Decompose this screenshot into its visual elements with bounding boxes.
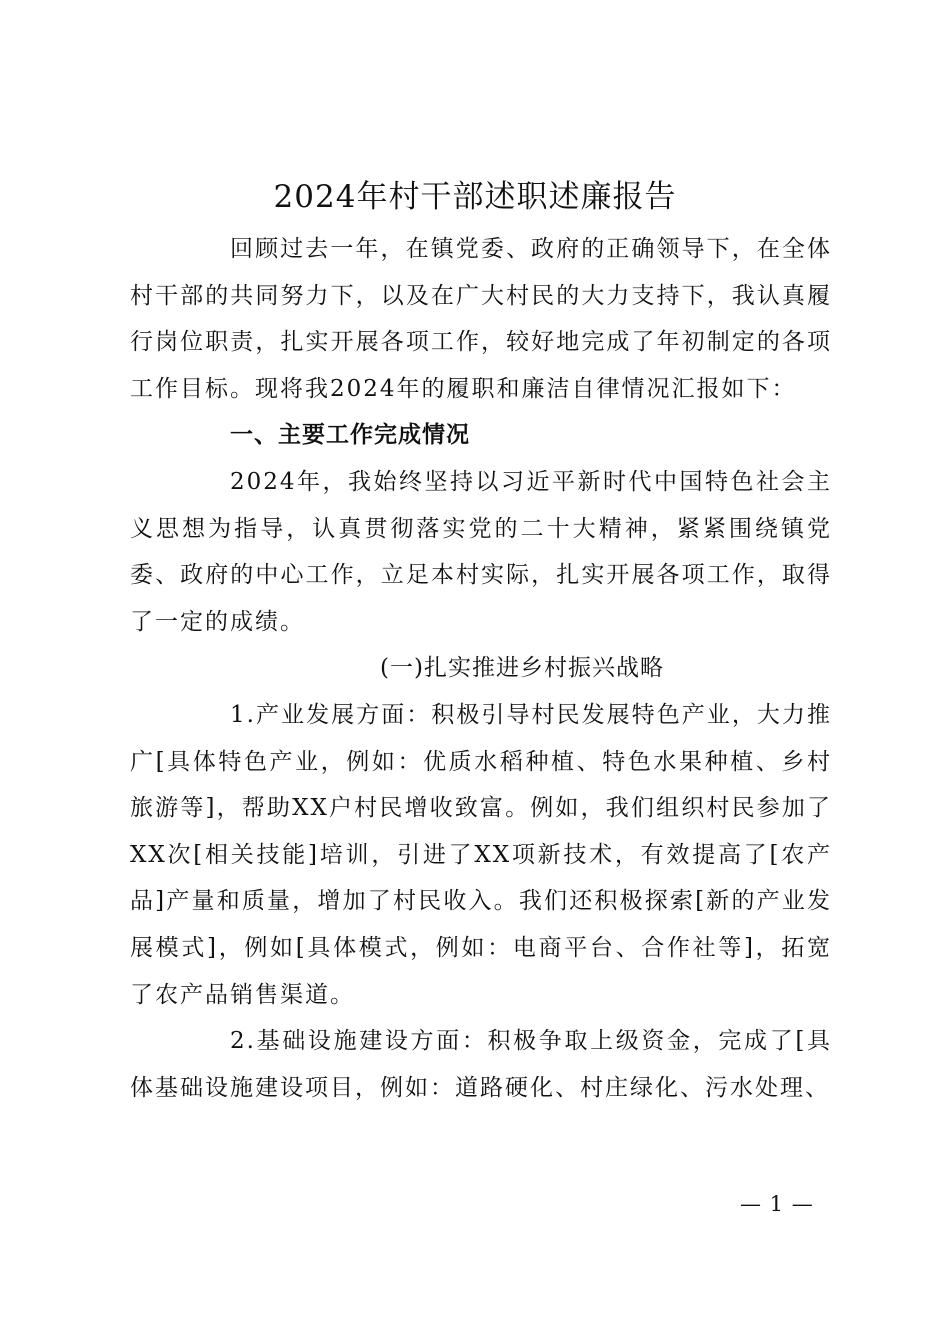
subsection-heading-rural-revitalization: (一)扎实推进乡村振兴战略: [380, 655, 664, 682]
section-heading-main-work: 一、主要工作完成情况: [230, 422, 470, 449]
infrastructure-paragraph: 2.基础设施建设方面：积极争取上级资金，完成了[具体基础设施建设项目，例如：道路硬化、村庄绿化、污水处理、: [130, 1028, 832, 1101]
intro-paragraph: 回顾过去一年，在镇党委、政府的正确领导下，在全体村干部的共同努力下，以及在广大村民的大力支持下，我认真履行岗位职责，扎实开展各项工作，较好地完成了年初制定的各项工作目标。现将我2024年的履职和廉洁自律情况汇报如下：: [130, 236, 832, 402]
industry-development-paragraph: 1.产业发展方面：积极引导村民发展特色产业，大力推广[具体特色产业，例如：优质水稻种植、特色水果种植、乡村旅游等]，帮助XX户村民增收致富。例如，我们组织村民参加了XX次[相关技能]培训，引进了XX项新技术，有效提高了[农产品]产量和质量，增加了村民收入。我们还积极探索[新的产业发展模式]，例如[具体模式，例如：电商平台、合作社等]，拓宽了农产品销售渠道。: [130, 701, 832, 1008]
page-number: — 1 —: [740, 1192, 814, 1216]
document-title: 2024年村干部述职述廉报告: [273, 179, 677, 215]
document-body: [130, 226, 832, 1111]
section-intro-paragraph: 2024年，我始终坚持以习近平新时代中国特色社会主义思想为指导，认真贯彻落实党的二十大精神，紧紧围绕镇党委、政府的中心工作，立足本村实际，扎实开展各项工作，取得了一定的成绩。: [130, 468, 832, 635]
